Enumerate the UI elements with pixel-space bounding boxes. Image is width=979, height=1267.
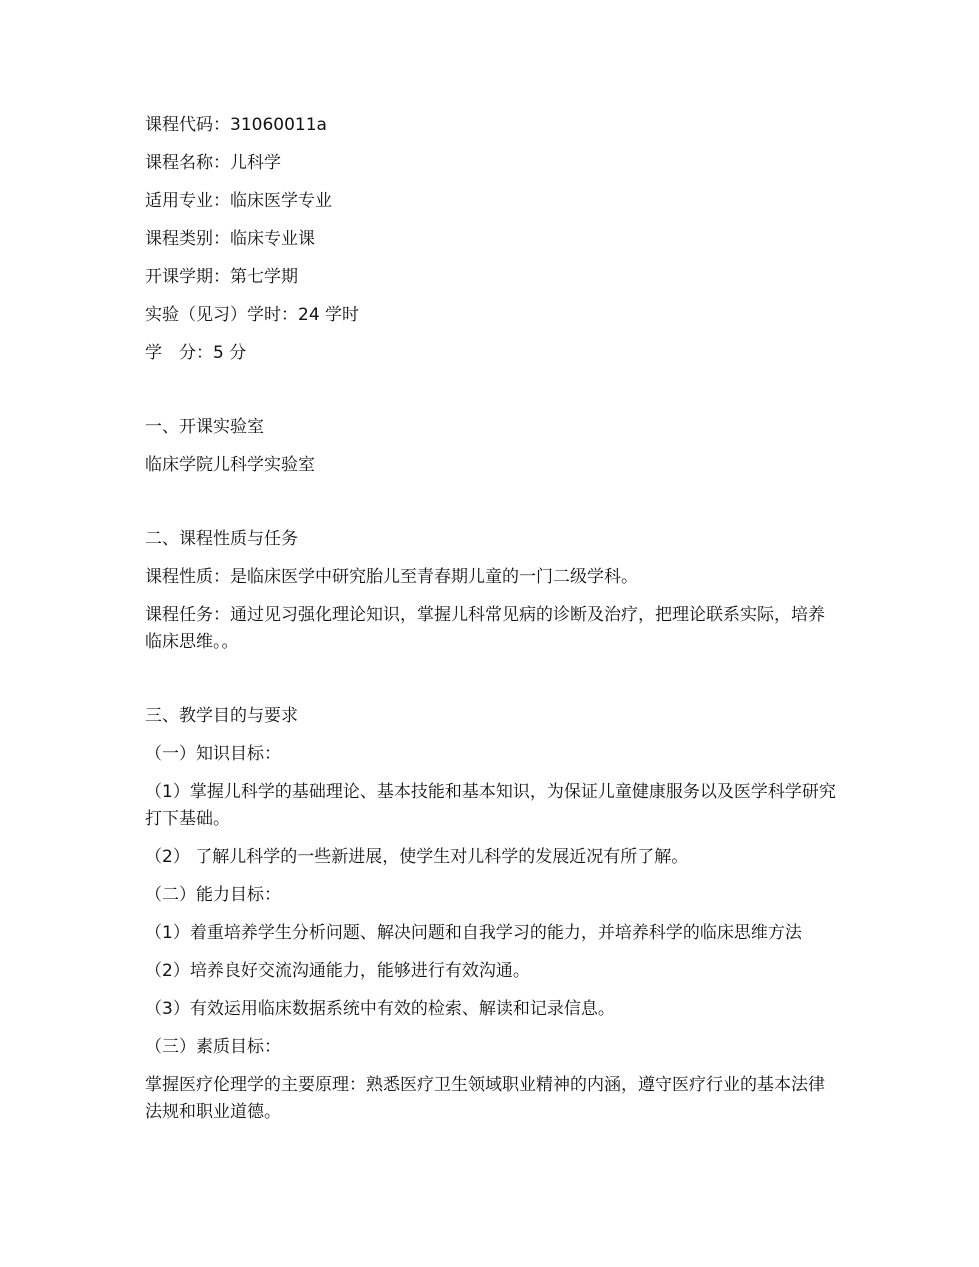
knowledge-goal-item: （1）掌握儿科学的基础理论、基本技能和基本知识，为保证儿童健康服务以及医学科学研究打下基础。 xyxy=(145,782,836,829)
applicable-major: 适用专业：临床医学专业 xyxy=(145,191,332,211)
ability-goal-item: （3）有效运用临床数据系统中有效的检索、解读和记录信息。 xyxy=(145,999,615,1019)
knowledge-goal-item: （2） 了解儿科学的一些新进展，使学生对儿科学的发展近况有所了解。 xyxy=(145,847,689,867)
course-category: 课程类别：临床专业课 xyxy=(145,229,315,249)
ability-goal-item: （1）着重培养学生分析问题、解决问题和自我学习的能力，并培养科学的临床思维方法 xyxy=(145,923,802,943)
spacer xyxy=(145,667,841,703)
knowledge-goals-heading: （一）知识目标： xyxy=(145,744,281,764)
course-nature: 课程性质：是临床医学中研究胎儿至青春期儿童的一门二级学科。 xyxy=(145,567,638,587)
quality-goals-heading: （三）素质目标： xyxy=(145,1037,281,1057)
ability-goal-item: （2）培养良好交流沟通能力，能够进行有效沟通。 xyxy=(145,961,530,981)
section-3-heading: 三、教学目的与要求 xyxy=(145,706,298,726)
ability-goals-heading: （二）能力目标： xyxy=(145,885,281,905)
section-1-body: 临床学院儿科学实验室 xyxy=(145,455,315,475)
course-credits: 学 分：5 分 xyxy=(145,343,247,363)
course-semester: 开课学期：第七学期 xyxy=(145,267,298,287)
course-code: 课程代码：31060011a xyxy=(145,115,327,135)
document-content xyxy=(145,112,841,1137)
course-task: 课程任务：通过见习强化理论知识，掌握儿科常见病的诊断及治疗，把理论联系实际，培养临床思维。。 xyxy=(145,605,825,652)
quality-goal-body: 掌握医疗伦理学的主要原理：熟悉医疗卫生领域职业精神的内涵，遵守医疗行业的基本法律法规和职业道德。 xyxy=(145,1075,825,1122)
course-name: 课程名称：儿科学 xyxy=(145,153,281,173)
section-1-heading: 一、开课实验室 xyxy=(145,417,264,437)
spacer xyxy=(145,378,841,414)
section-2-heading: 二、课程性质与任务 xyxy=(145,529,298,549)
lab-hours: 实验（见习）学时：24 学时 xyxy=(145,305,360,325)
spacer xyxy=(145,490,841,526)
